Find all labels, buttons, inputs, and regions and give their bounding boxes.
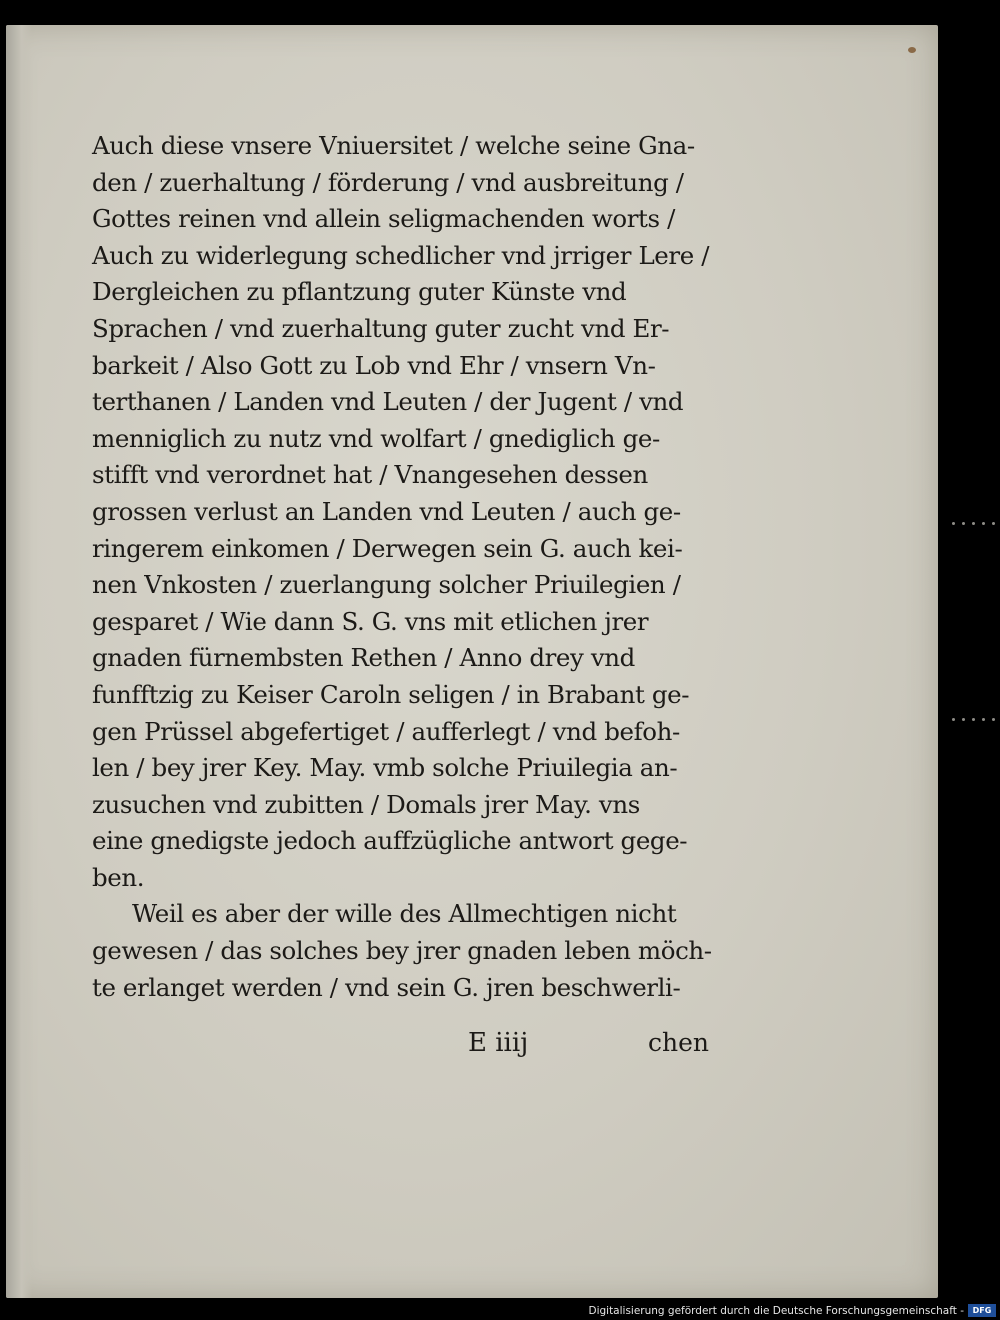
text-line-9: menniglich zu nutz vnd wolfart / gnediglich ge- [92, 423, 660, 453]
text-line-14: gesparet / Wie dann S. G. vns mit etlichen jrer [92, 606, 649, 636]
margin-dot [992, 522, 995, 525]
page-stain [908, 47, 916, 53]
text-line-21: ben. [92, 862, 145, 892]
main-text-block [92, 128, 732, 1006]
margin-dot [982, 522, 985, 525]
catchword: chen [648, 1028, 709, 1057]
text-line-22: Weil es aber der wille des Allmechtigen nicht [132, 899, 677, 929]
text-line-2: den / zuerhaltung / förderung / vnd ausbreitung / [92, 167, 684, 197]
signature-mark: E iiij [468, 1028, 529, 1058]
text-line-7: barkeit / Also Gott zu Lob vnd Ehr / vnsern Vn- [92, 350, 656, 380]
text-line-13: nen Vnkosten / zuerlangung solcher Priuilegien / [92, 570, 681, 600]
text-line-8: terthanen / Landen vnd Leuten / der Jugent / vnd [92, 387, 684, 417]
margin-dot [962, 522, 965, 525]
margin-dot [962, 718, 965, 721]
page-foot-row [6, 1028, 938, 1068]
text-line-5: Dergleichen zu pflantzung guter Künste vnd [92, 277, 627, 307]
text-line-4: Auch zu widerlegung schedlicher vnd jrriger Lere / [92, 240, 710, 270]
text-line-23: gewesen / das solches bey jrer gnaden leben möch- [92, 936, 712, 966]
text-line-10: stifft vnd verordnet hat / Vnangesehen dessen [92, 460, 648, 490]
margin-dot [952, 718, 955, 721]
margin-dot [992, 718, 995, 721]
text-line-19: zusuchen vnd zubitten / Domals jrer May. vns [92, 789, 640, 819]
dfg-logo: DFG [968, 1304, 996, 1317]
text-line-24: te erlanget werden / vnd sein G. jren beschwerli- [92, 972, 681, 1002]
text-line-16: funfftzig zu Keiser Caroln seligen / in Brabant ge- [92, 679, 690, 709]
page-gutter-shadow [6, 25, 32, 1298]
margin-dot [972, 718, 975, 721]
text-line-1: Auch diese vnsere Vniuersitet / welche seine Gna- [92, 131, 695, 160]
margin-dot [972, 522, 975, 525]
margin-dot [952, 522, 955, 525]
text-line-11: grossen verlust an Landen vnd Leuten / auch ge- [92, 496, 681, 526]
text-line-17: gen Prüssel abgefertiget / aufferlegt / vnd befoh- [92, 716, 680, 746]
margin-dot [982, 718, 985, 721]
text-line-15: gnaden fürnembsten Rethen / Anno drey vnd [92, 643, 635, 673]
text-line-18: len / bey jrer Key. May. vmb solche Priuilegia an- [92, 753, 678, 783]
footer-credit: Digitalisierung gefördert durch die Deutsche Forschungsgemeinschaft - [588, 1305, 964, 1317]
text-line-3: Gottes reinen vnd allein seligmachenden worts / [92, 204, 675, 234]
document-page [6, 25, 938, 1298]
text-line-20: eine gnedigste jedoch auffzügliche antwort gege- [92, 826, 688, 856]
text-line-6: Sprachen / vnd zuerhaltung guter zucht vnd Er- [92, 313, 670, 343]
text-line-12: ringerem einkomen / Derwegen sein G. auch kei- [92, 533, 683, 563]
